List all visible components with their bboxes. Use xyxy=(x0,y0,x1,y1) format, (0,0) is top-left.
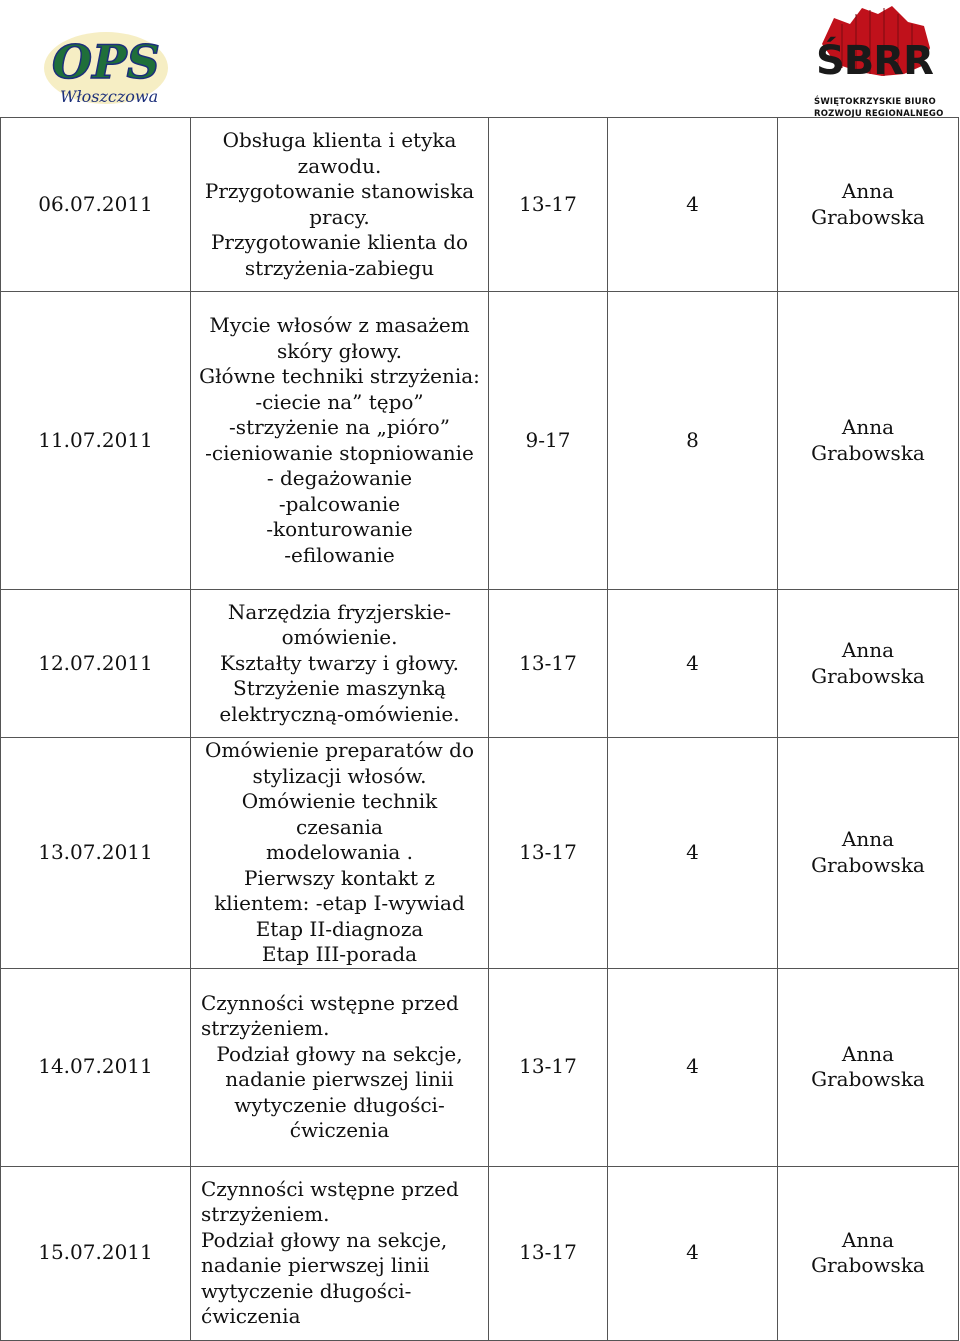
topic-line: Narzędzia fryzjerskie- xyxy=(227,599,452,624)
trainer-name-line: Anna xyxy=(841,415,895,439)
trainer-cell xyxy=(778,292,959,590)
date-cell: 06.07.2011 xyxy=(1,118,191,292)
schedule-row xyxy=(1,292,959,590)
trainer-name-line: Grabowska xyxy=(811,852,925,877)
hours-count-cell: 4 xyxy=(608,590,778,738)
topic-cell xyxy=(191,118,489,292)
topic-line: Strzyżenie maszynką xyxy=(233,676,446,701)
topic-line: -ciecie na” tępo” xyxy=(255,389,424,414)
hours-count-cell: 4 xyxy=(608,1166,778,1340)
ops-logo xyxy=(38,20,178,112)
topic-line: -konturowanie xyxy=(266,517,413,541)
topic-line: wytyczenie długości- xyxy=(234,1092,445,1117)
hours-cell: 13-17 xyxy=(489,590,608,738)
hours-count-cell: 4 xyxy=(608,118,778,292)
ops-logo-text: OPS xyxy=(52,35,160,89)
topic-cell xyxy=(191,738,489,969)
topic-line: Główne techniki strzyżenia: xyxy=(199,364,480,388)
ops-logo-subtext: Włoszczowa xyxy=(60,87,159,106)
topic-line: nadanie pierwszej linii xyxy=(225,1067,454,1091)
topic-line: Etap III-porada xyxy=(261,942,418,966)
trainer-name-line: Anna xyxy=(841,1041,895,1066)
topic-line: stylizacji włosów. xyxy=(252,763,427,788)
topic-line: Mycie włosów z masażem xyxy=(209,313,470,337)
date-cell: 11.07.2011 xyxy=(1,292,191,590)
topic-line: Czynności wstępne przed xyxy=(201,990,459,1015)
topic-line: Przygotowanie stanowiska xyxy=(204,179,475,203)
topic-line: Kształty twarzy i głowy. xyxy=(220,650,459,675)
topic-line: strzyżenia-zabiegu xyxy=(244,255,435,280)
topic-line: modelowania . xyxy=(265,840,414,864)
date-cell: 15.07.2011 xyxy=(1,1166,191,1340)
hours-count-cell: 8 xyxy=(608,292,778,590)
date-cell: 13.07.2011 xyxy=(1,738,191,969)
hours-count-cell: 4 xyxy=(608,738,778,969)
trainer-cell xyxy=(778,968,959,1166)
trainer-name-line: Anna xyxy=(841,1227,895,1252)
trainer-cell xyxy=(778,738,959,969)
hours-cell: 13-17 xyxy=(489,118,608,292)
topic-line: wytyczenie długości- xyxy=(201,1278,412,1303)
hours-count-cell: 4 xyxy=(608,968,778,1166)
topic-line: ćwiczenia xyxy=(289,1118,390,1142)
topic-cell xyxy=(191,590,489,738)
date-cell: 12.07.2011 xyxy=(1,590,191,738)
topic-line: -strzyżenie na „pióro” xyxy=(229,415,450,439)
trainer-cell xyxy=(778,118,959,292)
topic-line: pracy. xyxy=(309,204,370,229)
topic-line: Czynności wstępne przed xyxy=(201,1176,459,1201)
topic-line: omówienie. xyxy=(281,625,398,650)
trainer-name-line: Grabowska xyxy=(811,440,925,465)
trainer-name-line: Anna xyxy=(841,179,895,203)
trainer-name-line: Grabowska xyxy=(811,204,925,229)
topic-line: strzyżeniem. xyxy=(201,1016,330,1040)
schedule-row xyxy=(1,968,959,1166)
date-cell: 14.07.2011 xyxy=(1,968,191,1166)
trainer-name-line: Anna xyxy=(841,638,895,662)
topic-cell xyxy=(191,968,489,1166)
schedule-row xyxy=(1,118,959,292)
trainer-name-line: Grabowska xyxy=(811,1253,925,1277)
sbrr-logo-subtitle-1: ŚWIĘTOKRZYSKIE BIURO xyxy=(814,97,936,107)
hours-cell: 13-17 xyxy=(489,1166,608,1340)
schedule-row xyxy=(1,590,959,738)
hours-cell: 13-17 xyxy=(489,968,608,1166)
trainer-name-line: Anna xyxy=(841,827,895,852)
topic-cell xyxy=(191,1166,489,1340)
topic-line: skóry głowy. xyxy=(276,338,403,363)
topic-line: Podział głowy na sekcje, xyxy=(216,1041,463,1066)
trainer-name-line: Grabowska xyxy=(811,1067,925,1091)
schedule-row xyxy=(1,738,959,969)
topic-line: Omówienie technik czesania xyxy=(241,789,438,839)
topic-line: -cieniowanie stopniowanie xyxy=(205,440,474,465)
topic-line: nadanie pierwszej linii xyxy=(201,1253,430,1277)
topic-line: Etap II-diagnoza xyxy=(255,916,424,941)
schedule-table xyxy=(0,117,959,1341)
topic-line: zawodu. xyxy=(297,153,382,178)
topic-line: - degażowanie xyxy=(266,466,413,490)
topic-line: Pierwszy kontakt z xyxy=(244,865,435,890)
sbrr-logo-text: ŚBRR xyxy=(816,38,933,84)
topic-line: Przygotowanie klienta do xyxy=(210,230,469,254)
topic-line: strzyżeniem. xyxy=(201,1202,330,1226)
topic-line: ćwiczenia xyxy=(201,1304,301,1328)
topic-line: klientem: -etap I-wywiad xyxy=(214,891,465,915)
topic-line: -efilowanie xyxy=(284,542,395,567)
schedule-row xyxy=(1,1166,959,1340)
topic-line: Omówienie preparatów do xyxy=(204,738,475,762)
topic-line: -palcowanie xyxy=(278,491,401,516)
trainer-cell xyxy=(778,1166,959,1340)
topic-cell xyxy=(191,292,489,590)
trainer-name-line: Grabowska xyxy=(811,663,925,688)
hours-cell: 9-17 xyxy=(489,292,608,590)
sbrr-logo-subtitle-2: ROZWOJU REGIONALNEGO xyxy=(814,109,944,119)
topic-line: Podział głowy na sekcje, xyxy=(201,1227,448,1252)
hours-cell: 13-17 xyxy=(489,738,608,969)
trainer-cell xyxy=(778,590,959,738)
topic-line: Obsługa klienta i etyka xyxy=(222,128,457,152)
topic-line: elektryczną-omówienie. xyxy=(219,701,460,726)
